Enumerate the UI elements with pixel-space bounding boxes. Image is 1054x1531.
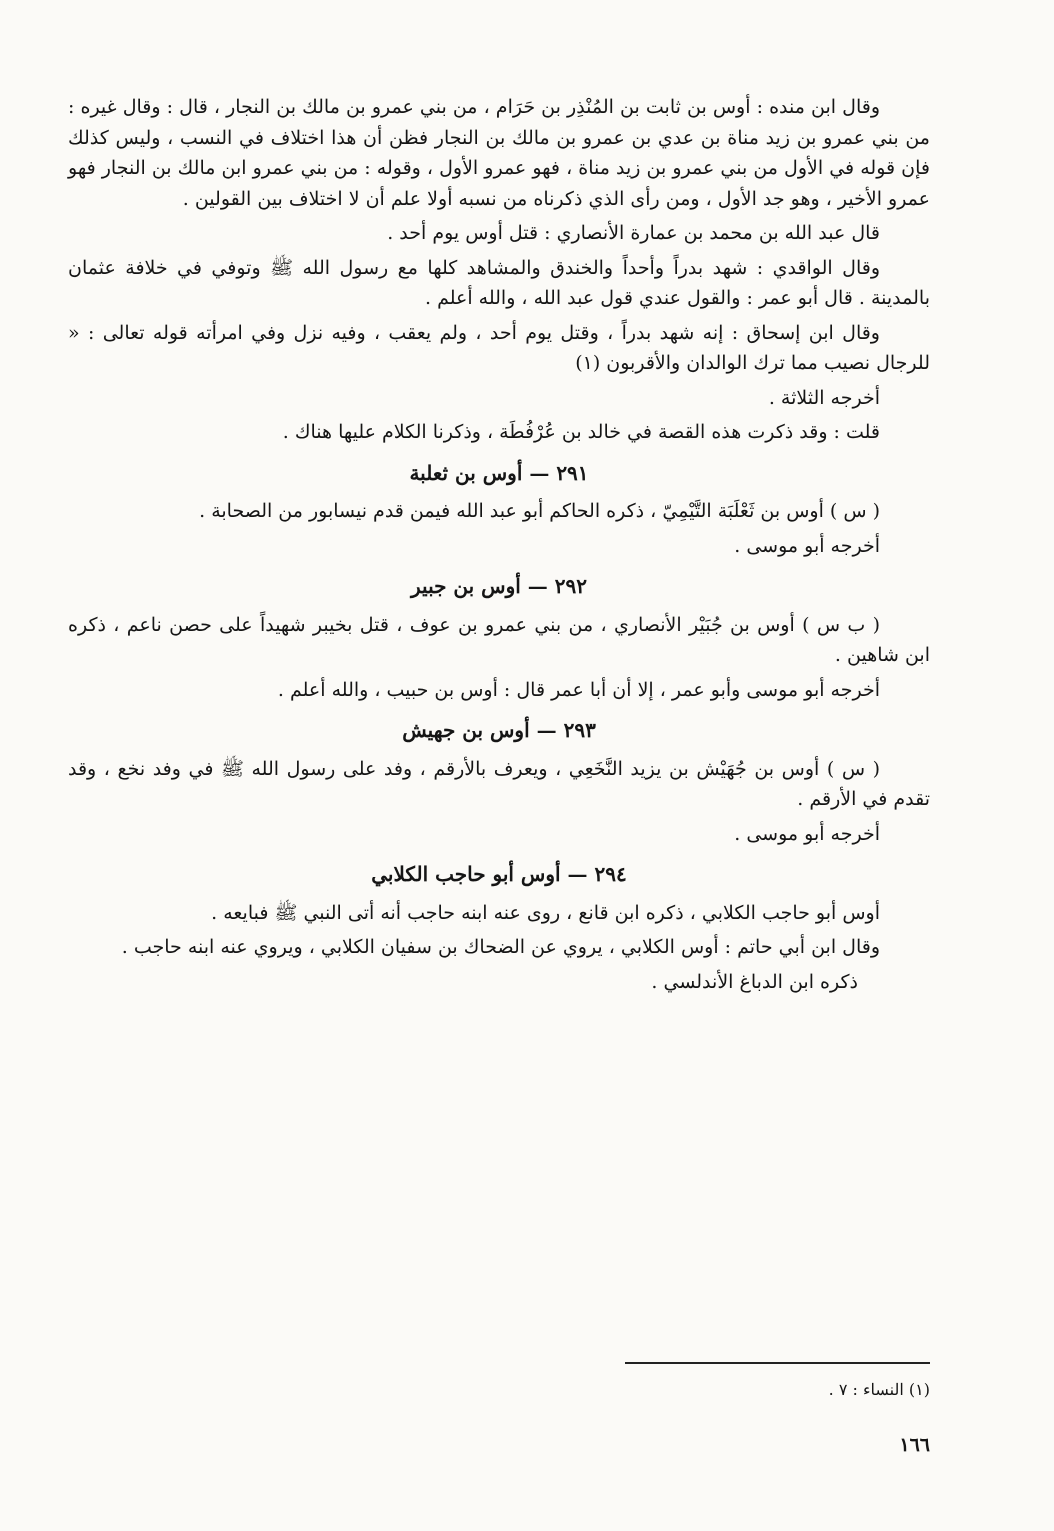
paragraph-7: ( س ) أوس بن ثَعْلَبَة التَّيْمِيّ ، ذكره الحاكم أبو عبد الله فيمن قدم نيسابور من الصحابة .: [199, 500, 880, 522]
footnote-divider: [625, 1362, 930, 1364]
paragraph-4: وقال ابن إسحاق : إنه شهد بدراً ، وقتل يوم أحد ، ولم يعقب ، وفيه نزل وفي امرأته قوله تعالى : « للرجال نصيب مما ترك الوالدان والأقربون (١): [68, 321, 930, 374]
paragraph-15: ذكره ابن الدباغ الأندلسي .: [651, 970, 858, 993]
entry-heading-291: ٢٩١ — أوس بن ثعلبة: [409, 460, 589, 485]
paragraph-5: أخرجه الثلاثة .: [768, 386, 880, 409]
paragraph-12: أخرجه أبو موسى .: [734, 822, 880, 845]
paragraph-1: وقال ابن منده : أوس بن ثابت بن المُنْذِر بن حَرَام ، من بني عمرو بن مالك بن النجار ، قال : وقال غيره : من بني عمرو بن زيد مناة بن عدي بن عمرو بن مالك بن النجار فظن أن هذا اختلاف في النسب ، وليس كذلك فإن قوله في الأول من بني عمرو بن زيد مناة ، فهو عمرو الأول ، وقوله : من بني عمرو ابن مالك بن النجار فهو عمرو الأخير ، وهو جد الأول ، ومن رأى الذي ذكرناه من نسبه أولا علم أن لا اختلاف بين القولين .: [68, 96, 930, 210]
entry-heading-292: ٢٩٢ — أوس بن جبير: [411, 574, 587, 598]
page-number: ١٦٦: [899, 1434, 930, 1456]
paragraph-9: ( ب س ) أوس بن جُبَيْر الأنصاري ، من بني عمرو بن عوف ، قتل بخيبر شهيداً على حصن ناعم ، ذكره ابن شاهين .: [68, 613, 930, 666]
paragraph-10: أخرجه أبو موسى وأبو عمر ، إلا أن أبا عمر قال : أوس بن حبيب ، والله أعلم .: [277, 678, 880, 701]
paragraph-2: قال عبد الله بن محمد بن عمارة الأنصاري : قتل أوس يوم أحد .: [387, 222, 880, 244]
paragraph-11: ( س ) أوس بن جُهَيْش بن يزيد النَّخَعِي ، ويعرف بالأرقم ، وفد على رسول الله ﷺ في وفد نخع ، وقد تقدم في الأرقم .: [68, 757, 930, 810]
entry-heading-293: ٢٩٣ — أوس بن جهيش: [402, 718, 596, 742]
paragraph-13: أوس أبو حاجب الكلابي ، ذكره ابن قانع ، روى عنه ابنه حاجب أنه أتى النبي ﷺ فبايعه .: [211, 901, 880, 924]
paragraph-3: وقال الواقدي : شهد بدراً وأحداً والخندق والمشاهد كلها مع رسول الله ﷺ وتوفي في خلافة عثمان بالمدينة . قال أبو عمر : والقول عندي قول عبد الله ، والله أعلم .: [68, 256, 930, 309]
footnote: (١) النساء : ٧ .: [828, 1380, 930, 1399]
page-body: [68, 92, 930, 1001]
paragraph-14: وقال ابن أبي حاتم : أوس الكلابي ، يروي عن الضحاك بن سفيان الكلابي ، ويروي عنه ابنه حاجب .: [121, 936, 880, 958]
paragraph-8: أخرجه أبو موسى .: [734, 534, 880, 557]
paragraph-6: قلت : وقد ذكرت هذه القصة في خالد بن عُرْفُطَة ، وذكرنا الكلام عليها هناك .: [282, 421, 880, 443]
entry-heading-294: ٢٩٤ — أوس أبو حاجب الكلابي: [371, 862, 627, 886]
